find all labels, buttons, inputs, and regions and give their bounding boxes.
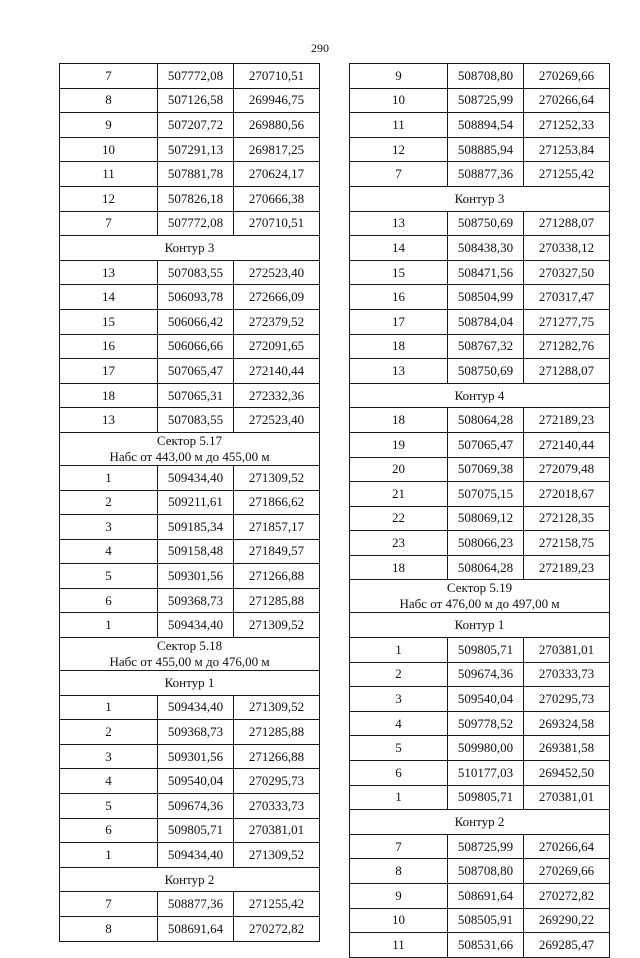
y-coordinate-cell: 270666,38 xyxy=(234,186,320,211)
y-coordinate-cell: 269817,25 xyxy=(234,137,320,162)
point-number-cell: 1 xyxy=(60,465,158,490)
section-header-row xyxy=(350,613,610,638)
y-coordinate-cell: 270272,82 xyxy=(524,884,610,909)
table-row xyxy=(60,137,320,162)
table-row xyxy=(350,482,610,507)
page-number: 290 xyxy=(311,41,329,55)
x-coordinate-cell: 508708,80 xyxy=(448,64,524,89)
point-number-cell: 19 xyxy=(350,432,448,457)
y-coordinate-cell: 272189,23 xyxy=(524,408,610,433)
y-coordinate-cell: 272018,67 xyxy=(524,482,610,507)
table-row xyxy=(60,88,320,113)
x-coordinate-cell: 507772,08 xyxy=(158,64,234,89)
x-coordinate-cell: 507065,31 xyxy=(158,383,234,408)
section-header xyxy=(350,383,610,408)
point-number-cell: 13 xyxy=(350,211,448,236)
section-header-line: Контур 2 xyxy=(164,871,215,887)
x-coordinate-cell: 508064,28 xyxy=(448,555,524,580)
y-coordinate-cell: 269880,56 xyxy=(234,113,320,138)
y-coordinate-cell: 270381,01 xyxy=(524,638,610,663)
table-row xyxy=(350,884,610,909)
section-header-row xyxy=(350,580,610,613)
x-coordinate-cell: 508504,99 xyxy=(448,285,524,310)
table-row xyxy=(350,432,610,457)
table-row xyxy=(60,794,320,819)
point-number-cell: 11 xyxy=(350,113,448,138)
x-coordinate-cell: 507065,47 xyxy=(448,432,524,457)
section-header xyxy=(60,638,320,671)
point-number-cell: 17 xyxy=(60,359,158,384)
point-number-cell: 5 xyxy=(350,736,448,761)
x-coordinate-cell: 509185,34 xyxy=(158,515,234,540)
section-header-line: Контур 1 xyxy=(164,674,215,690)
y-coordinate-cell: 272079,48 xyxy=(524,457,610,482)
y-coordinate-cell: 271849,57 xyxy=(234,539,320,564)
table-row xyxy=(350,638,610,663)
table-row xyxy=(60,843,320,868)
table-row xyxy=(60,613,320,638)
x-coordinate-cell: 509434,40 xyxy=(158,695,234,720)
section-header-row xyxy=(60,867,320,892)
section-header-row xyxy=(60,638,320,671)
y-coordinate-cell: 272128,35 xyxy=(524,506,610,531)
section-header-line: Контур 2 xyxy=(454,814,505,830)
table-row xyxy=(60,113,320,138)
table-row xyxy=(350,834,610,859)
table-row xyxy=(350,285,610,310)
table-row xyxy=(350,555,610,580)
y-coordinate-cell: 271285,88 xyxy=(234,588,320,613)
x-coordinate-cell: 508691,64 xyxy=(158,917,234,942)
point-number-cell: 13 xyxy=(350,359,448,384)
section-header-row xyxy=(60,236,320,261)
section-header-row xyxy=(60,432,320,465)
y-coordinate-cell: 272189,23 xyxy=(524,555,610,580)
x-coordinate-cell: 507065,47 xyxy=(158,359,234,384)
section-header-line: Набс от 476,00 м до 497,00 м xyxy=(399,596,560,612)
point-number-cell: 10 xyxy=(60,137,158,162)
table-row xyxy=(60,539,320,564)
x-coordinate-cell: 508531,66 xyxy=(448,933,524,958)
point-number-cell: 16 xyxy=(350,285,448,310)
point-number-cell: 13 xyxy=(60,408,158,433)
section-header-line: Контур 3 xyxy=(164,239,215,255)
x-coordinate-cell: 508708,80 xyxy=(448,859,524,884)
x-coordinate-cell: 509805,71 xyxy=(158,818,234,843)
x-coordinate-cell: 509674,36 xyxy=(448,662,524,687)
x-coordinate-cell: 509540,04 xyxy=(158,769,234,794)
x-coordinate-cell: 509434,40 xyxy=(158,843,234,868)
point-number-cell: 14 xyxy=(60,285,158,310)
table-row xyxy=(350,408,610,433)
y-coordinate-cell: 270624,17 xyxy=(234,162,320,187)
table-row xyxy=(350,260,610,285)
section-header xyxy=(60,236,320,261)
y-coordinate-cell: 272523,40 xyxy=(234,260,320,285)
point-number-cell: 7 xyxy=(350,162,448,187)
section-header xyxy=(350,810,610,835)
y-coordinate-cell: 270327,50 xyxy=(524,260,610,285)
point-number-cell: 12 xyxy=(60,186,158,211)
y-coordinate-cell: 270269,66 xyxy=(524,64,610,89)
y-coordinate-cell: 272666,09 xyxy=(234,285,320,310)
x-coordinate-cell: 509805,71 xyxy=(448,638,524,663)
point-number-cell: 20 xyxy=(350,457,448,482)
x-coordinate-cell: 508505,91 xyxy=(448,908,524,933)
table-row xyxy=(60,64,320,89)
table-row xyxy=(60,359,320,384)
section-header-row xyxy=(350,383,610,408)
table-row xyxy=(60,465,320,490)
x-coordinate-cell: 509434,40 xyxy=(158,465,234,490)
section-header xyxy=(350,580,610,613)
table-row xyxy=(350,137,610,162)
x-coordinate-cell: 507126,58 xyxy=(158,88,234,113)
y-coordinate-cell: 270338,12 xyxy=(524,236,610,261)
y-coordinate-cell: 270266,64 xyxy=(524,834,610,859)
table-row xyxy=(350,359,610,384)
table-row xyxy=(350,334,610,359)
table-row xyxy=(60,211,320,236)
table-row xyxy=(60,818,320,843)
x-coordinate-cell: 510177,03 xyxy=(448,761,524,786)
table-row xyxy=(60,490,320,515)
y-coordinate-cell: 271253,84 xyxy=(524,137,610,162)
point-number-cell: 1 xyxy=(60,843,158,868)
x-coordinate-cell: 509980,00 xyxy=(448,736,524,761)
y-coordinate-cell: 272140,44 xyxy=(234,359,320,384)
table-row xyxy=(350,531,610,556)
point-number-cell: 11 xyxy=(60,162,158,187)
point-number-cell: 7 xyxy=(350,834,448,859)
table-row xyxy=(60,162,320,187)
x-coordinate-cell: 506066,42 xyxy=(158,309,234,334)
point-number-cell: 1 xyxy=(350,638,448,663)
y-coordinate-cell: 271309,52 xyxy=(234,613,320,638)
table-row xyxy=(350,88,610,113)
table-row xyxy=(60,186,320,211)
y-coordinate-cell: 271309,52 xyxy=(234,465,320,490)
x-coordinate-cell: 507291,13 xyxy=(158,137,234,162)
x-coordinate-cell: 506093,78 xyxy=(158,285,234,310)
table-row xyxy=(350,736,610,761)
section-header xyxy=(60,671,320,696)
section-header-row xyxy=(60,671,320,696)
y-coordinate-cell: 269452,50 xyxy=(524,761,610,786)
y-coordinate-cell: 270295,73 xyxy=(524,687,610,712)
y-coordinate-cell: 271285,88 xyxy=(234,720,320,745)
x-coordinate-cell: 507881,78 xyxy=(158,162,234,187)
point-number-cell: 8 xyxy=(60,88,158,113)
point-number-cell: 16 xyxy=(60,334,158,359)
point-number-cell: 6 xyxy=(350,761,448,786)
y-coordinate-cell: 271857,17 xyxy=(234,515,320,540)
point-number-cell: 15 xyxy=(350,260,448,285)
y-coordinate-cell: 270272,82 xyxy=(234,917,320,942)
point-number-cell: 17 xyxy=(350,309,448,334)
x-coordinate-cell: 507083,55 xyxy=(158,408,234,433)
x-coordinate-cell: 508069,12 xyxy=(448,506,524,531)
y-coordinate-cell: 272523,40 xyxy=(234,408,320,433)
table-row xyxy=(350,113,610,138)
x-coordinate-cell: 508725,99 xyxy=(448,88,524,113)
x-coordinate-cell: 508471,56 xyxy=(448,260,524,285)
table-row xyxy=(60,334,320,359)
y-coordinate-cell: 270317,47 xyxy=(524,285,610,310)
table-row xyxy=(350,211,610,236)
x-coordinate-cell: 507075,15 xyxy=(448,482,524,507)
table-row xyxy=(350,785,610,810)
point-number-cell: 7 xyxy=(60,211,158,236)
point-number-cell: 23 xyxy=(350,531,448,556)
section-header-line: Сектор 5.18 xyxy=(156,638,223,654)
y-coordinate-cell: 271288,07 xyxy=(524,211,610,236)
x-coordinate-cell: 508750,69 xyxy=(448,211,524,236)
section-header-row xyxy=(350,810,610,835)
x-coordinate-cell: 506066,66 xyxy=(158,334,234,359)
point-number-cell: 18 xyxy=(60,383,158,408)
table-row xyxy=(60,917,320,942)
table-row xyxy=(350,506,610,531)
section-header-line: Контур 3 xyxy=(454,190,505,206)
table-row xyxy=(350,236,610,261)
table-row xyxy=(350,162,610,187)
point-number-cell: 1 xyxy=(60,695,158,720)
point-number-cell: 2 xyxy=(350,662,448,687)
section-header-line: Набс от 443,00 м до 455,00 м xyxy=(109,448,270,464)
table-row xyxy=(60,892,320,917)
y-coordinate-cell: 269285,47 xyxy=(524,933,610,958)
x-coordinate-cell: 509674,36 xyxy=(158,794,234,819)
x-coordinate-cell: 508066,23 xyxy=(448,531,524,556)
section-header xyxy=(350,186,610,211)
x-coordinate-cell: 509301,56 xyxy=(158,744,234,769)
x-coordinate-cell: 508885,94 xyxy=(448,137,524,162)
y-coordinate-cell: 271252,33 xyxy=(524,113,610,138)
point-number-cell: 21 xyxy=(350,482,448,507)
table-row xyxy=(60,515,320,540)
x-coordinate-cell: 509434,40 xyxy=(158,613,234,638)
x-coordinate-cell: 508877,36 xyxy=(158,892,234,917)
y-coordinate-cell: 270710,51 xyxy=(234,211,320,236)
point-number-cell: 22 xyxy=(350,506,448,531)
point-number-cell: 4 xyxy=(60,769,158,794)
y-coordinate-cell: 272158,75 xyxy=(524,531,610,556)
point-number-cell: 2 xyxy=(60,720,158,745)
y-coordinate-cell: 269324,58 xyxy=(524,711,610,736)
y-coordinate-cell: 271288,07 xyxy=(524,359,610,384)
table-row xyxy=(60,383,320,408)
x-coordinate-cell: 507069,38 xyxy=(448,457,524,482)
point-number-cell: 7 xyxy=(60,64,158,89)
point-number-cell: 5 xyxy=(60,794,158,819)
section-header-row xyxy=(350,186,610,211)
point-number-cell: 11 xyxy=(350,933,448,958)
y-coordinate-cell: 270295,73 xyxy=(234,769,320,794)
table-row xyxy=(60,720,320,745)
point-number-cell: 8 xyxy=(350,859,448,884)
table-row xyxy=(60,695,320,720)
table-row xyxy=(60,309,320,334)
coordinates-table-left xyxy=(59,63,320,942)
x-coordinate-cell: 509540,04 xyxy=(448,687,524,712)
point-number-cell: 13 xyxy=(60,260,158,285)
x-coordinate-cell: 508064,28 xyxy=(448,408,524,433)
y-coordinate-cell: 270333,73 xyxy=(524,662,610,687)
point-number-cell: 4 xyxy=(350,711,448,736)
section-header-line: Сектор 5.17 xyxy=(156,432,223,448)
point-number-cell: 5 xyxy=(60,564,158,589)
x-coordinate-cell: 509805,71 xyxy=(448,785,524,810)
table-row xyxy=(60,408,320,433)
point-number-cell: 2 xyxy=(60,490,158,515)
y-coordinate-cell: 270266,64 xyxy=(524,88,610,113)
y-coordinate-cell: 269946,75 xyxy=(234,88,320,113)
y-coordinate-cell: 271309,52 xyxy=(234,843,320,868)
x-coordinate-cell: 508438,30 xyxy=(448,236,524,261)
table-row xyxy=(60,588,320,613)
section-header-line: Сектор 5.19 xyxy=(446,580,513,596)
x-coordinate-cell: 508725,99 xyxy=(448,834,524,859)
table-row xyxy=(350,64,610,89)
y-coordinate-cell: 271309,52 xyxy=(234,695,320,720)
y-coordinate-cell: 270269,66 xyxy=(524,859,610,884)
table-row xyxy=(350,457,610,482)
section-header-line: Набс от 455,00 м до 476,00 м xyxy=(109,654,270,670)
x-coordinate-cell: 507083,55 xyxy=(158,260,234,285)
coordinates-table-right xyxy=(349,63,610,958)
x-coordinate-cell: 507772,08 xyxy=(158,211,234,236)
x-coordinate-cell: 509368,73 xyxy=(158,720,234,745)
table-row xyxy=(60,260,320,285)
x-coordinate-cell: 508877,36 xyxy=(448,162,524,187)
section-header-line: Контур 1 xyxy=(454,617,505,633)
section-header xyxy=(350,613,610,638)
point-number-cell: 14 xyxy=(350,236,448,261)
point-number-cell: 3 xyxy=(60,515,158,540)
point-number-cell: 12 xyxy=(350,137,448,162)
point-number-cell: 8 xyxy=(60,917,158,942)
point-number-cell: 9 xyxy=(60,113,158,138)
table-row xyxy=(350,761,610,786)
y-coordinate-cell: 270381,01 xyxy=(524,785,610,810)
table-row xyxy=(350,859,610,884)
table-row xyxy=(60,564,320,589)
section-header xyxy=(60,867,320,892)
x-coordinate-cell: 507826,18 xyxy=(158,186,234,211)
point-number-cell: 9 xyxy=(350,884,448,909)
x-coordinate-cell: 508784,04 xyxy=(448,309,524,334)
point-number-cell: 1 xyxy=(60,613,158,638)
table-row xyxy=(350,933,610,958)
x-coordinate-cell: 508767,32 xyxy=(448,334,524,359)
y-coordinate-cell: 271277,75 xyxy=(524,309,610,334)
x-coordinate-cell: 509301,56 xyxy=(158,564,234,589)
x-coordinate-cell: 508750,69 xyxy=(448,359,524,384)
point-number-cell: 3 xyxy=(60,744,158,769)
x-coordinate-cell: 508691,64 xyxy=(448,884,524,909)
section-header-line: Контур 4 xyxy=(454,387,505,403)
point-number-cell: 6 xyxy=(60,588,158,613)
point-number-cell: 7 xyxy=(60,892,158,917)
x-coordinate-cell: 509778,52 xyxy=(448,711,524,736)
point-number-cell: 9 xyxy=(350,64,448,89)
y-coordinate-cell: 272091,65 xyxy=(234,334,320,359)
y-coordinate-cell: 271266,88 xyxy=(234,564,320,589)
point-number-cell: 6 xyxy=(60,818,158,843)
x-coordinate-cell: 508894,54 xyxy=(448,113,524,138)
point-number-cell: 18 xyxy=(350,334,448,359)
table-row xyxy=(350,908,610,933)
point-number-cell: 1 xyxy=(350,785,448,810)
y-coordinate-cell: 271255,42 xyxy=(524,162,610,187)
y-coordinate-cell: 269381,58 xyxy=(524,736,610,761)
point-number-cell: 10 xyxy=(350,88,448,113)
x-coordinate-cell: 509158,48 xyxy=(158,539,234,564)
x-coordinate-cell: 507207,72 xyxy=(158,113,234,138)
y-coordinate-cell: 272140,44 xyxy=(524,432,610,457)
x-coordinate-cell: 509368,73 xyxy=(158,588,234,613)
y-coordinate-cell: 271866,62 xyxy=(234,490,320,515)
table-body xyxy=(350,64,610,958)
x-coordinate-cell: 509211,61 xyxy=(158,490,234,515)
y-coordinate-cell: 269290,22 xyxy=(524,908,610,933)
table-body xyxy=(60,64,320,942)
y-coordinate-cell: 271255,42 xyxy=(234,892,320,917)
table-row xyxy=(350,711,610,736)
table-row xyxy=(60,285,320,310)
point-number-cell: 18 xyxy=(350,555,448,580)
table-row xyxy=(350,662,610,687)
y-coordinate-cell: 270333,73 xyxy=(234,794,320,819)
point-number-cell: 4 xyxy=(60,539,158,564)
table-row xyxy=(60,769,320,794)
y-coordinate-cell: 270381,01 xyxy=(234,818,320,843)
y-coordinate-cell: 272332,36 xyxy=(234,383,320,408)
y-coordinate-cell: 271282,76 xyxy=(524,334,610,359)
y-coordinate-cell: 271266,88 xyxy=(234,744,320,769)
point-number-cell: 18 xyxy=(350,408,448,433)
y-coordinate-cell: 270710,51 xyxy=(234,64,320,89)
point-number-cell: 3 xyxy=(350,687,448,712)
point-number-cell: 10 xyxy=(350,908,448,933)
y-coordinate-cell: 272379,52 xyxy=(234,309,320,334)
point-number-cell: 15 xyxy=(60,309,158,334)
table-row xyxy=(350,309,610,334)
table-row xyxy=(350,687,610,712)
table-row xyxy=(60,744,320,769)
section-header xyxy=(60,432,320,465)
